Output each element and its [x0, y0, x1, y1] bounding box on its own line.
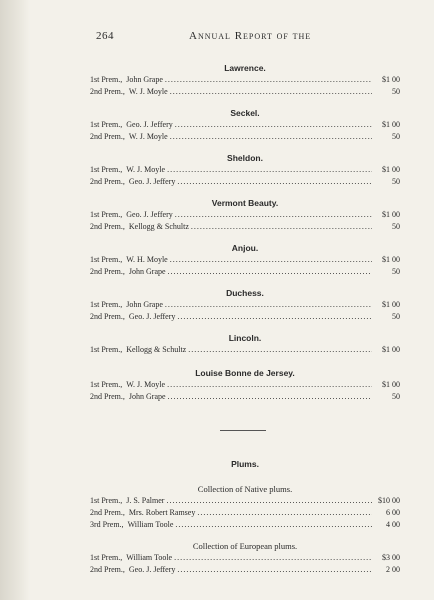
- winner-name: Mrs. Robert Ramsey: [128, 508, 196, 517]
- winner-name: Kellogg & Schultz: [126, 345, 187, 354]
- premium-rank: 1st Prem.,: [90, 553, 123, 562]
- premium-row: [90, 379, 400, 391]
- dot-leader: [177, 564, 372, 576]
- winner-name: J. S. Palmer: [126, 496, 165, 505]
- prize-amount: 6 00: [386, 508, 400, 517]
- section-title: Louise Bonne de Jersey.: [195, 368, 295, 378]
- premium-rank: 1st Prem.,: [90, 496, 123, 505]
- prize-amount: $3 00: [382, 553, 400, 562]
- variety-section: [90, 107, 400, 143]
- prize-amount: 50: [392, 222, 400, 231]
- winner-name: John Grape: [126, 75, 163, 84]
- premium-row: [90, 507, 400, 519]
- winner-name: W. J. Moyle: [128, 132, 168, 141]
- premium-rank: 2nd Prem.,: [90, 312, 125, 321]
- winner-name: Geo. J. Jeffery: [128, 177, 176, 186]
- native-plums-section: [90, 483, 400, 531]
- dot-leader: [177, 311, 372, 323]
- premium-rank: 2nd Prem.,: [90, 177, 125, 186]
- premium-rank: 1st Prem.,: [90, 380, 123, 389]
- prize-amount: 50: [392, 267, 400, 276]
- variety-section: [90, 62, 400, 98]
- premium-row: [90, 495, 400, 507]
- premium-rank: 1st Prem.,: [90, 255, 123, 264]
- prize-amount: $10 00: [378, 496, 400, 505]
- prize-amount: $1 00: [382, 210, 400, 219]
- dot-leader: [175, 209, 372, 221]
- dot-leader: [191, 221, 372, 233]
- winner-name: W. J. Moyle: [126, 165, 166, 174]
- dot-leader: [197, 507, 372, 519]
- prize-amount: $1 00: [382, 120, 400, 129]
- dot-leader: [167, 379, 372, 391]
- winner-name: John Grape: [128, 267, 166, 276]
- premium-row: [90, 299, 400, 311]
- dot-leader: [175, 519, 372, 531]
- section-title: Lawrence.: [224, 63, 266, 73]
- winner-name: William Toole: [126, 553, 173, 562]
- european-plums-section: [90, 540, 400, 576]
- dot-leader: [188, 344, 372, 356]
- premium-row: [90, 74, 400, 86]
- dot-leader: [167, 164, 372, 176]
- variety-section: [90, 332, 400, 356]
- dot-leader: [170, 131, 372, 143]
- dot-leader: [165, 74, 372, 86]
- prize-amount: 50: [392, 312, 400, 321]
- section-title: Collection of European plums.: [192, 541, 298, 551]
- page-number: 264: [96, 30, 114, 42]
- premium-rank: 2nd Prem.,: [90, 392, 125, 401]
- section-title: Sheldon.: [227, 153, 263, 163]
- premium-rank: 2nd Prem.,: [90, 222, 125, 231]
- section-title: Collection of Native plums.: [197, 484, 293, 494]
- premium-rank: 2nd Prem.,: [90, 87, 125, 96]
- section-title: Seckel.: [230, 108, 260, 118]
- prize-amount: 50: [392, 87, 400, 96]
- section-title: Vermont Beauty.: [211, 198, 279, 208]
- winner-name: John Grape: [128, 392, 166, 401]
- winner-name: W. J. Moyle: [126, 380, 166, 389]
- prize-amount: 50: [392, 177, 400, 186]
- winner-name: Geo. J. Jeffery: [126, 210, 173, 219]
- premium-rank: 1st Prem.,: [90, 210, 123, 219]
- premium-rank: 2nd Prem.,: [90, 508, 125, 517]
- plums-heading-block: [90, 458, 400, 470]
- dot-leader: [166, 495, 372, 507]
- prize-amount: $1 00: [382, 75, 400, 84]
- premium-rank: 2nd Prem.,: [90, 267, 125, 276]
- premium-row: [90, 254, 400, 266]
- premium-row: [90, 176, 400, 188]
- winner-name: Geo. J. Jeffery: [128, 312, 176, 321]
- premium-rank: 1st Prem.,: [90, 345, 123, 354]
- premium-row: [90, 552, 400, 564]
- premium-row: [90, 86, 400, 98]
- winner-name: W. J. Moyle: [128, 87, 168, 96]
- winner-name: Geo. J. Jeffery: [126, 120, 173, 129]
- dot-leader: [170, 86, 372, 98]
- premium-rank: 1st Prem.,: [90, 120, 123, 129]
- prize-amount: 4 00: [386, 520, 400, 529]
- premium-rank: 3rd Prem.,: [90, 520, 124, 529]
- section-title: Lincoln.: [228, 333, 262, 343]
- winner-name: Geo. J. Jeffery: [128, 565, 176, 574]
- winner-name: Kellogg & Schultz: [128, 222, 189, 231]
- dot-leader: [174, 552, 372, 564]
- premium-rank: 2nd Prem.,: [90, 132, 125, 141]
- prize-amount: 50: [392, 392, 400, 401]
- prize-amount: 2 00: [386, 565, 400, 574]
- prize-amount: $1 00: [382, 255, 400, 264]
- premium-row: [90, 564, 400, 576]
- premium-rank: 1st Prem.,: [90, 165, 123, 174]
- winner-name: John Grape: [126, 300, 163, 309]
- premium-row: [90, 209, 400, 221]
- winner-name: William Toole: [127, 520, 174, 529]
- dot-leader: [165, 299, 372, 311]
- section-title: Duchess.: [226, 288, 264, 298]
- premium-rank: 1st Prem.,: [90, 75, 123, 84]
- variety-section: [90, 367, 400, 403]
- premium-row: [90, 131, 400, 143]
- dot-leader: [177, 176, 372, 188]
- premium-rank: 1st Prem.,: [90, 300, 123, 309]
- dot-leader: [175, 119, 372, 131]
- variety-section: [90, 242, 400, 278]
- dot-leader: [170, 254, 372, 266]
- prize-amount: $1 00: [382, 345, 400, 354]
- winner-name: W. H. Moyle: [126, 255, 168, 264]
- plums-heading: Plums.: [231, 459, 259, 469]
- prize-amount: $1 00: [382, 300, 400, 309]
- dot-leader: [168, 391, 372, 403]
- running-title: Annual Report of the: [189, 30, 312, 42]
- section-title: Anjou.: [231, 243, 259, 253]
- premium-row: [90, 266, 400, 278]
- variety-section: [90, 152, 400, 188]
- premium-row: [90, 221, 400, 233]
- premium-row: [90, 391, 400, 403]
- premium-rank: 2nd Prem.,: [90, 565, 125, 574]
- prize-amount: 50: [392, 132, 400, 141]
- dot-leader: [168, 266, 372, 278]
- variety-section: [90, 287, 400, 323]
- premium-row: [90, 344, 400, 356]
- variety-section: [90, 197, 400, 233]
- premium-row: [90, 519, 400, 531]
- premium-row: [90, 311, 400, 323]
- prize-amount: $1 00: [382, 165, 400, 174]
- prize-amount: $1 00: [382, 380, 400, 389]
- section-divider: [220, 430, 266, 431]
- premium-row: [90, 164, 400, 176]
- premium-row: [90, 119, 400, 131]
